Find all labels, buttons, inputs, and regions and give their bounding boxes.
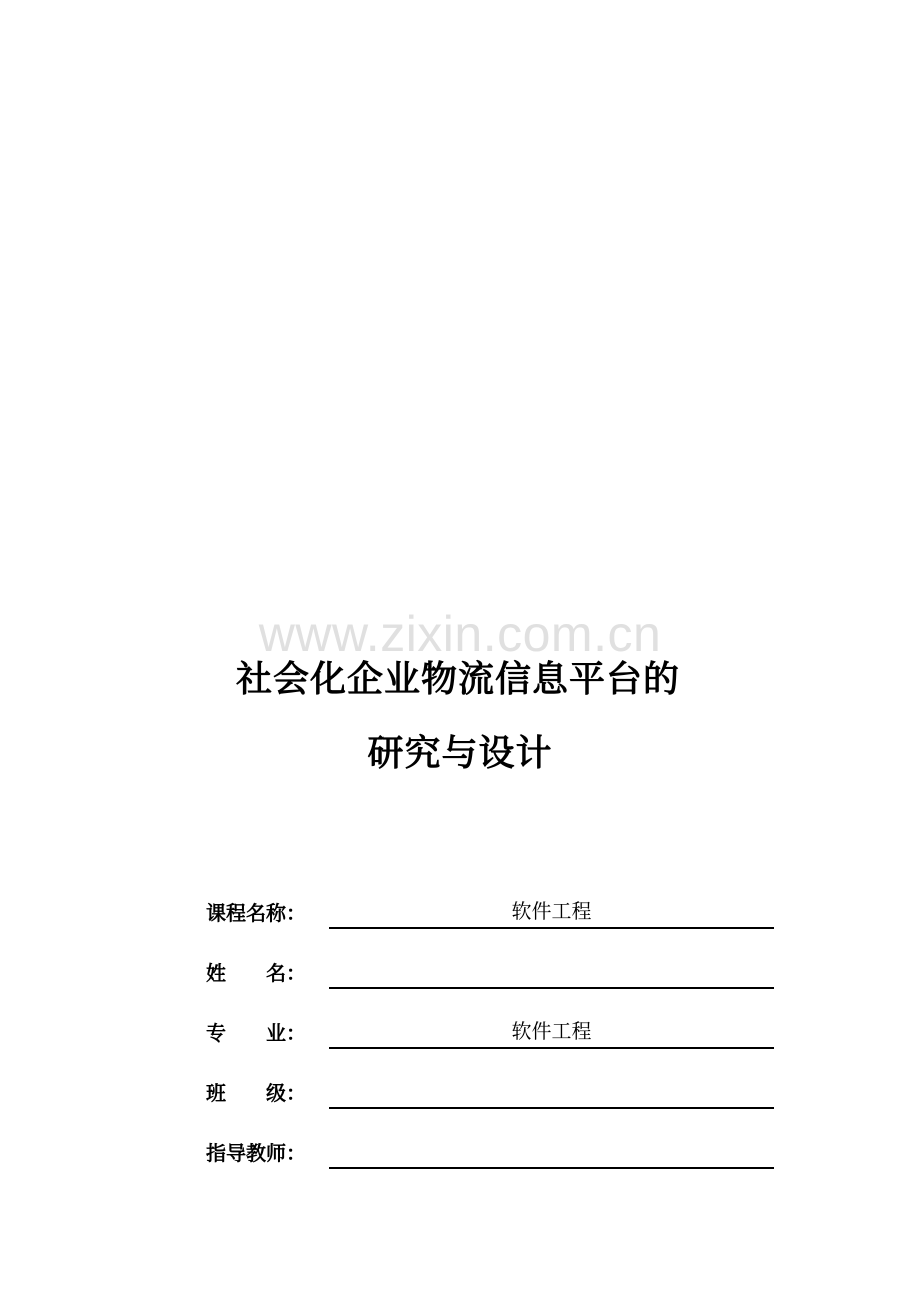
- report-title-line-2: 研究与设计: [367, 732, 553, 774]
- major-field[interactable]: [329, 1013, 774, 1049]
- class-field[interactable]: [329, 1073, 774, 1109]
- major-value: 软件工程: [511, 1019, 592, 1043]
- class-row: [206, 1069, 774, 1109]
- student-name-row: [206, 949, 774, 989]
- major-row: [206, 1009, 774, 1049]
- course-name-label: 课程名称：: [206, 901, 306, 925]
- major-label: 专 业：: [206, 1021, 306, 1045]
- course-name-field[interactable]: [329, 893, 774, 929]
- student-name-field[interactable]: [329, 953, 774, 989]
- advisor-label: 指导教师：: [206, 1141, 306, 1165]
- class-label: 班 级：: [206, 1081, 306, 1105]
- course-name-value: 软件工程: [511, 899, 592, 923]
- course-name-row: [206, 889, 774, 929]
- advisor-row: [206, 1129, 774, 1169]
- advisor-field[interactable]: [329, 1133, 774, 1169]
- report-title-line-1: 社会化企业物流信息平台的: [235, 658, 680, 700]
- watermark-text: www.zixin.com.cn: [258, 606, 662, 662]
- student-name-label: 姓 名：: [206, 961, 306, 985]
